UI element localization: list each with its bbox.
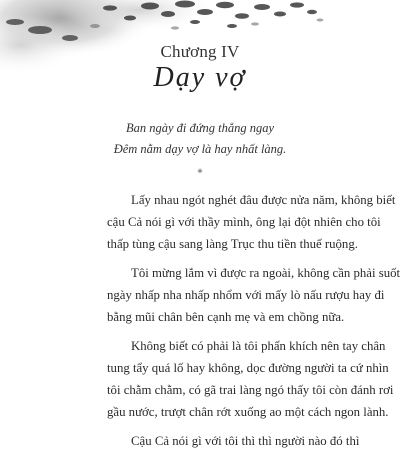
text-line: ngày nhấp nha nhấp nhổm với mấy lò nấu rượu hay đi <box>107 288 385 302</box>
section-separator: * <box>197 168 203 179</box>
epigraph-line-1: Ban ngày đi đứng thẳng ngay <box>125 121 275 135</box>
paragraph <box>107 262 400 328</box>
text-line: gầu nước, trượt chân rớt xuống ao một cách ngon lành. <box>107 405 389 419</box>
text-line: tung tẩy quá lố hay không, dọc đường người ta cứ nhìn <box>107 361 389 375</box>
chapter-title: Dạy vợ <box>153 62 247 93</box>
text-line: thấp tùng cậu sang làng Trục thu tiền thuế ruộng. <box>107 237 358 251</box>
text-line: Không biết có phải là tôi phấn khích nên tay chân <box>131 339 386 353</box>
paragraph <box>107 430 395 452</box>
chapter-number: Chương IV <box>160 42 240 61</box>
text-line: Tôi mừng lắm vì được ra ngoài, không cần phải suốt <box>131 266 400 280</box>
paragraph <box>107 189 395 255</box>
epigraph <box>0 118 400 160</box>
text-line: cậu Cả nói gì với thầy mình, ông lại đột nhiên cho tôi <box>107 215 381 229</box>
chapter-body <box>107 189 400 459</box>
text-line: Lấy nhau ngót nghét đâu được nửa năm, không biết <box>131 193 396 207</box>
text-line: tôi chằm chằm, có gã trai làng ngó thấy tôi còn đánh rơi <box>107 383 394 397</box>
epigraph-line-2: Đêm nằm dạy vợ là hay nhất làng. <box>113 142 287 156</box>
paragraph <box>107 335 395 423</box>
text-line: bằng mũi chân bên cạnh mẹ và em chồng nữa. <box>107 310 345 324</box>
text-line: Cậu Cả nói gì với tôi thì thì người nào đó thì <box>131 434 360 448</box>
